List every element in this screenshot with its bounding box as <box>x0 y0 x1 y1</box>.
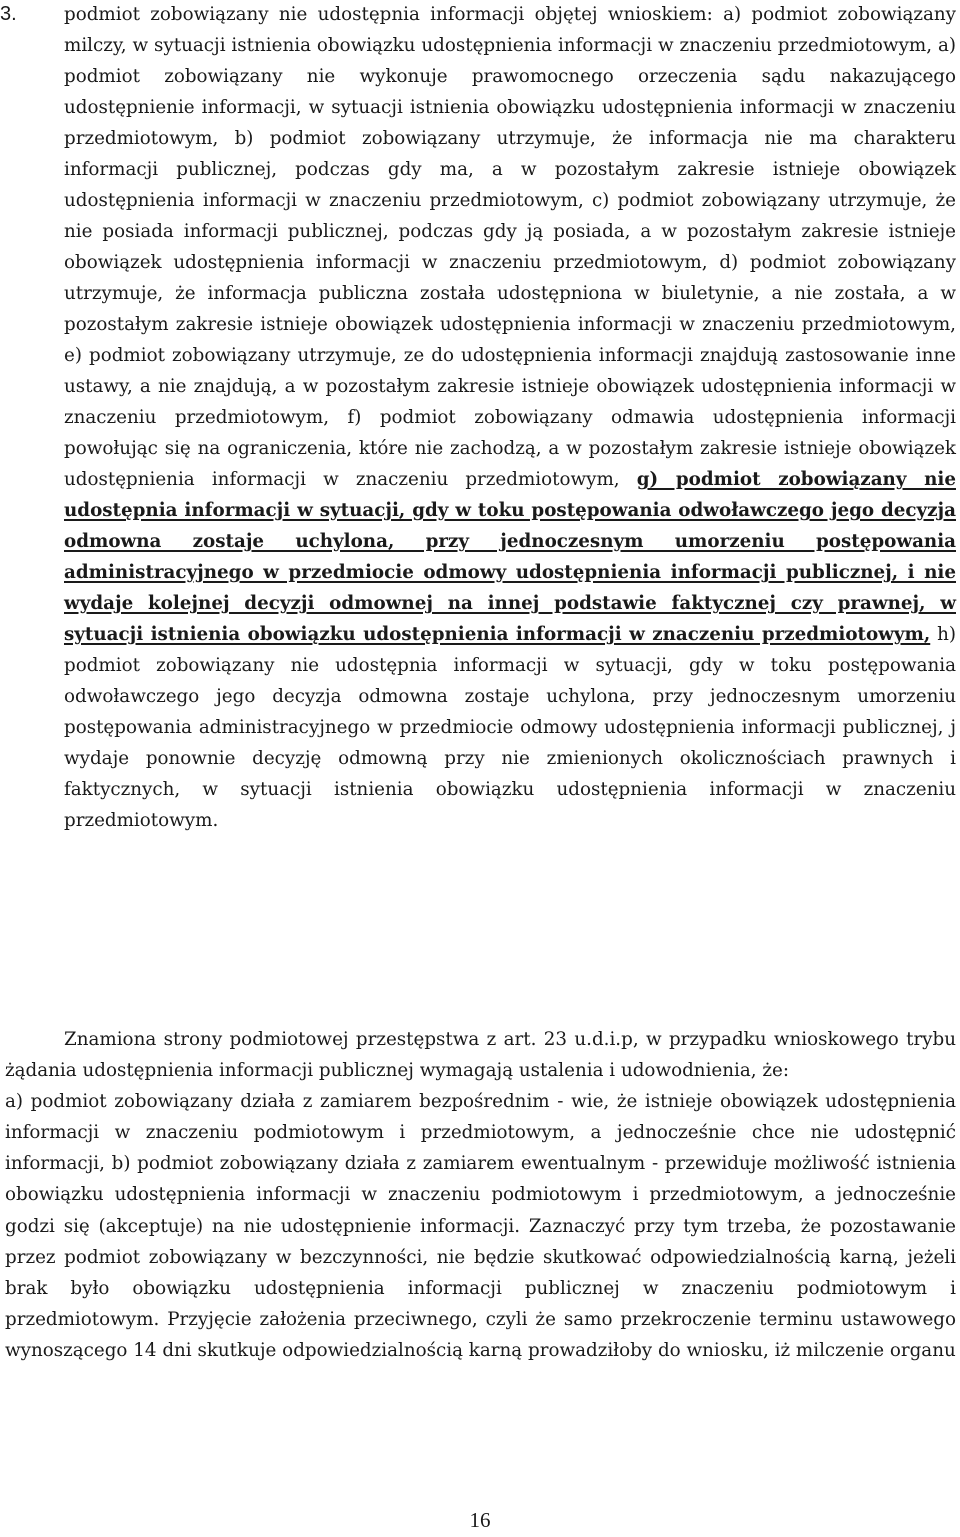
paragraph-body: a) podmiot zobowiązany działa z zamiarem bezpośrednim - wie, że istnieje obowiązek udostępnienia informacji w znaczeniu podmiotowym i przedmiotowym, a jednocześnie chce nie udostępnić informacji, b) podmiot zobowiązany działa z zamiarem ewentualnym - przewiduje możliwość istnienia obowiązku udostępnienia informacji w znaczeniu podmiotowym i przedmiotowym, a jednocześnie godzi się (akceptuje) na nie udostępnienie informacji. Zaznaczyć przy tym trzeba, że pozostawanie przez podmiot zobowiązany w bezczynności, nie będzie skutkować odpowiedzialnością karną, jeżeli brak było obowiązku udostępnienia informacji publicznej w znaczeniu podmiotowym i przedmiotowym. Przyjęcie założenia przeciwnego, czyli że samo przekroczenie terminu ustawowego wynoszącego 14 dni skutkuje odpowiedzialnością karną prowadziłoby do wniosku, iż milczenie organu <box>5 1091 956 1361</box>
page-number: 16 <box>469 1508 491 1532</box>
list-item-text <box>64 0 956 836</box>
list-item-number: 3. <box>0 3 17 25</box>
paragraph-intro: Znamiona strony podmiotowej przestępstwa z art. 23 u.d.i.p, w przypadku wnioskowego trybu żądania udostępnienia informacji publicznej wymagają ustalenia i udowodnienia, że: <box>5 1029 956 1082</box>
body-paragraph <box>5 1024 956 1366</box>
item-text-plain: podmiot zobowiązany nie udostępnia informacji objętej wnioskiem: a) podmiot zobowiązany milczy, w sytuacji istnienia obowiązku udostępnienia informacji w znaczeniu przedmiotowym, a) podmiot zobowiązany nie wykonuje prawomocnego orzeczenia sądu nakazującego udostępnienie informacji, w sytuacji istnienia obowiązku udostępnienia informacji w znaczeniu przedmiotowym, b) podmiot zobowiązany utrzymuje, że informacja nie ma charakteru informacji publicznej, podczas gdy ma, a w pozostałym zakresie istnieje obowiązek udostępnienia informacji w znaczeniu przedmiotowym, c) podmiot zobowiązany utrzymuje, że nie posiada informacji publicznej, podczas gdy ją posiada, a w pozostałym zakresie istnieje obowiązek udostępnienia informacji w znaczeniu przedmiotowym, d) podmiot zobowiązany utrzymuje, że informacja publiczna została udostępniona w biuletynie, a nie została, a w pozostałym zakresie istnieje obowiązek udostępnienia informacji w znaczeniu przedmiotowym, e) podmiot zobowiązany utrzymuje, ze do udostępnienia informacji znajdują zastosowanie inne ustawy, a nie znajdują, a w pozostałym zakresie istnieje obowiązek udostępnienia informacji w znaczeniu przedmiotowym, f) podmiot zobowiązany odmawia udostępnienia informacji powołując się na ograniczenia, które nie zachodzą, a w pozostałym zakresie istnieje obowiązek udostępnienia informacji w znaczeniu przedmiotowym, <box>64 4 956 490</box>
item-text-bold-underlined: g) podmiot zobowiązany nie udostępnia informacji w sytuacji, gdy w toku postępowania odwoławczego jego decyzja odmowna zostaje uchylona, przy jednoczesnym umorzeniu postępowania administracyjnego w przedmiocie odmowy udostępnienia informacji publicznej, i nie wydaje kolejnej decyzji odmownej na innej podstawie faktycznej czy prawnej, w sytuacji istnienia obowiązku udostępnienia informacji w znaczeniu przedmiotowym, <box>64 469 956 645</box>
item-text-after: h) podmiot zobowiązany nie udostępnia informacji w sytuacji, gdy w toku postępowania odwoławczego jego decyzja odmowna zostaje uchylona, przy jednoczesnym umorzeniu postępowania administracyjnego w przedmiocie odmowy udostępnienia informacji publicznej, j wydaje ponownie decyzję odmowną przy nie zmienionych okolicznościach prawnych i faktycznych, w sytuacji istnienia obowiązku udostępnienia informacji w znaczeniu przedmiotowym. <box>64 624 956 831</box>
